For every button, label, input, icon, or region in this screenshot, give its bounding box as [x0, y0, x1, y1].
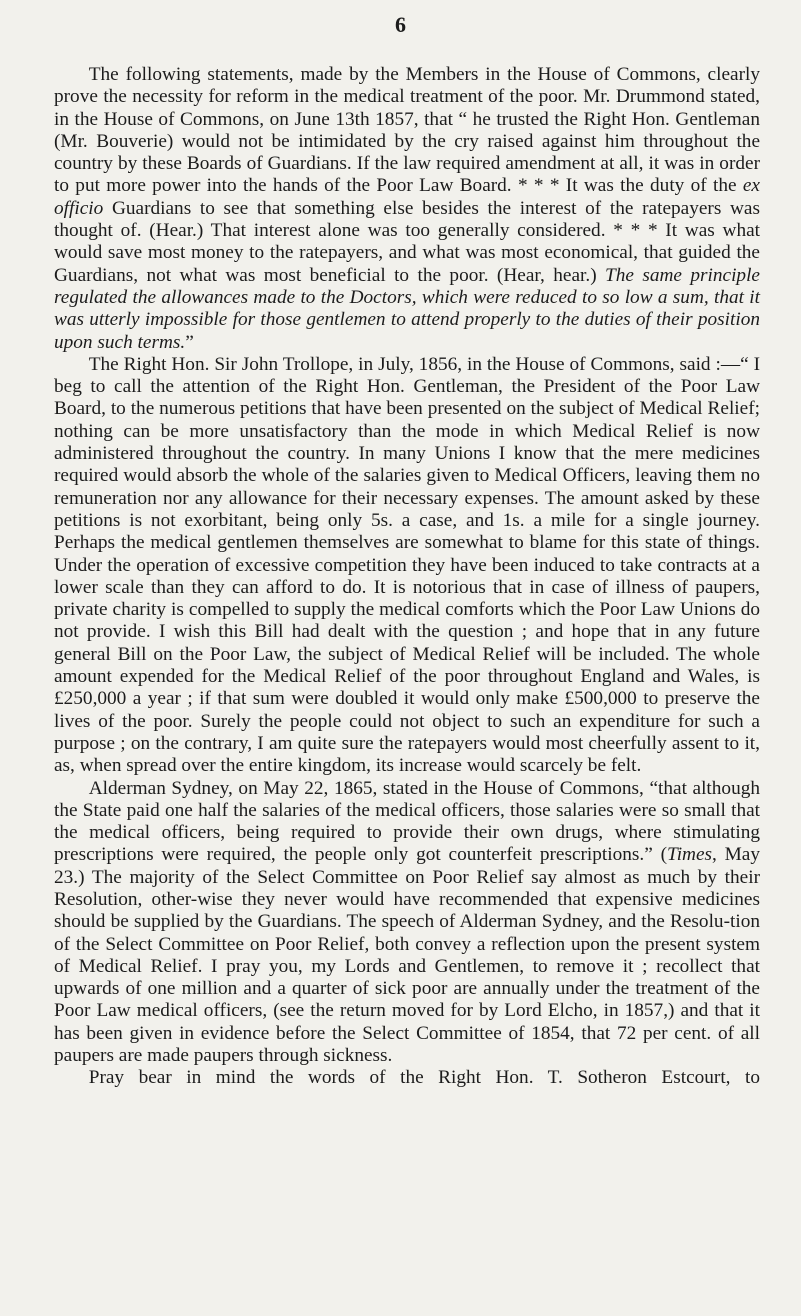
text-segment: Alderman Sydney, on May 22, 1865, stated in the House of Commons, “that although the State paid one half the salaries of the medical officers, those salaries were so small that the medical officers, being required to provide their own drugs, where stimulating prescriptions were required, the people only got counterfeit prescriptions.” (	[54, 777, 760, 866]
italic-segment: ex officio	[54, 175, 760, 219]
text-segment: Pray bear in mind the words of the Right Hon. T. Sotheron Estcourt, to	[88, 1067, 760, 1089]
italic-segment: Times	[667, 844, 713, 866]
text-segment: ”	[185, 331, 194, 353]
text-segment: Guardians to see that something else besides the interest of the ratepayers was thought of. (Hear.) That interest alone was too generally considered. * * * It was what would save most money to the ratepayers, and what was most economical, that guided the Guardians, not what was most beneficial to the poor. (Hear, hear.)	[54, 197, 760, 286]
paragraph-sydney	[54, 778, 760, 1068]
text-segment: The Right Hon. Sir John Trollope, in July, 1856, in the House of Commons, said :—“ I beg to call the attention of the Right Hon. Gentleman, the President of the Poor Law Board, to the numerous petitions that have been presented on the subject of Medical Relief; nothing can be more unsatisfactory than the mode in which Medical Relief is now administered throughout the country. In many Unions I know that the mere medicines required would absorb the whole of the salaries given to Medical Officers, leaving them no remuneration nor any allowance for their necessary expenses. The amount asked by these petitions is not exorbitant, being only 5s. a case, and 1s. a mile for a single journey. Perhaps the medical gentlemen themselves are somewhat to blame for this state of things. Under the operation of excessive competition they have been induced to take contracts at a lower scale than they can afford to do. It is notorious that in case of illness of paupers, private charity is compelled to supply the medical comforts which the Poor Law Unions do not provide. I wish this Bill had dealt with the question ; and hope that in any future general Bill on the Poor Law, the subject of Medical Relief will be included. The whole amount expended for the Medical Relief of the poor throughout England and Wales, is £250,000 a year ; if that sum were doubled it would only make £500,000 to preserve the lives of the poor. Surely the people could not object to such an expenditure for such a purpose ; on the contrary, I am quite sure the ratepayers would most cheerfully assent to it, as, when spread over the entire kingdom, its increase would scarcely be felt.	[54, 353, 760, 777]
text-segment: The following statements, made by the Members in the House of Commons, clearly prove the necessity for reform in the medical treatment of the poor. Mr. Drummond stated, in the House of Commons, on June 13th 1857, that “ he trusted the Right Hon. Gentleman (Mr. Bouverie) would not be intimidated by the cry raised against him throughout the country by these Boards of Guardians. If the law required amendment at all, it was in order to put more power into the hands of the Poor Law Board. * * * It was the duty of the	[54, 64, 760, 197]
paragraph-trollope	[54, 354, 760, 778]
paragraph-drummond	[54, 64, 760, 354]
text-segment: , May 23.) The majority of the Select Committee on Poor Relief say almost as much by their Resolution, other-wise they never would have recommended that expensive medicines should be supplied by the Guardians. The speech of Alderman Sydney, and the Resolu-tion of the Select Committee on Poor Relief, both convey a reflection upon the present system of Medical Relief. I pray you, my Lords and Gentlemen, to remove it ; recollect that upwards of one million and a quarter of sick poor are annually under the treatment of the Poor Law medical officers, (see the return moved for by Lord Elcho, in 1857,) and that it has been given in evidence before the Select Committee of 1854, that 72 per cent. of all paupers are made paupers through sickness.	[54, 844, 761, 1067]
italic-segment: The same principle regulated the allowances made to the Doctors, which were reduced to so low a sum, that it was utterly impossible for those gentlemen to attend properly to the duties of their position upon such terms.	[54, 264, 760, 353]
page-number: 6	[395, 12, 406, 37]
body-text	[54, 64, 760, 1090]
paragraph-estcourt	[54, 1067, 760, 1089]
